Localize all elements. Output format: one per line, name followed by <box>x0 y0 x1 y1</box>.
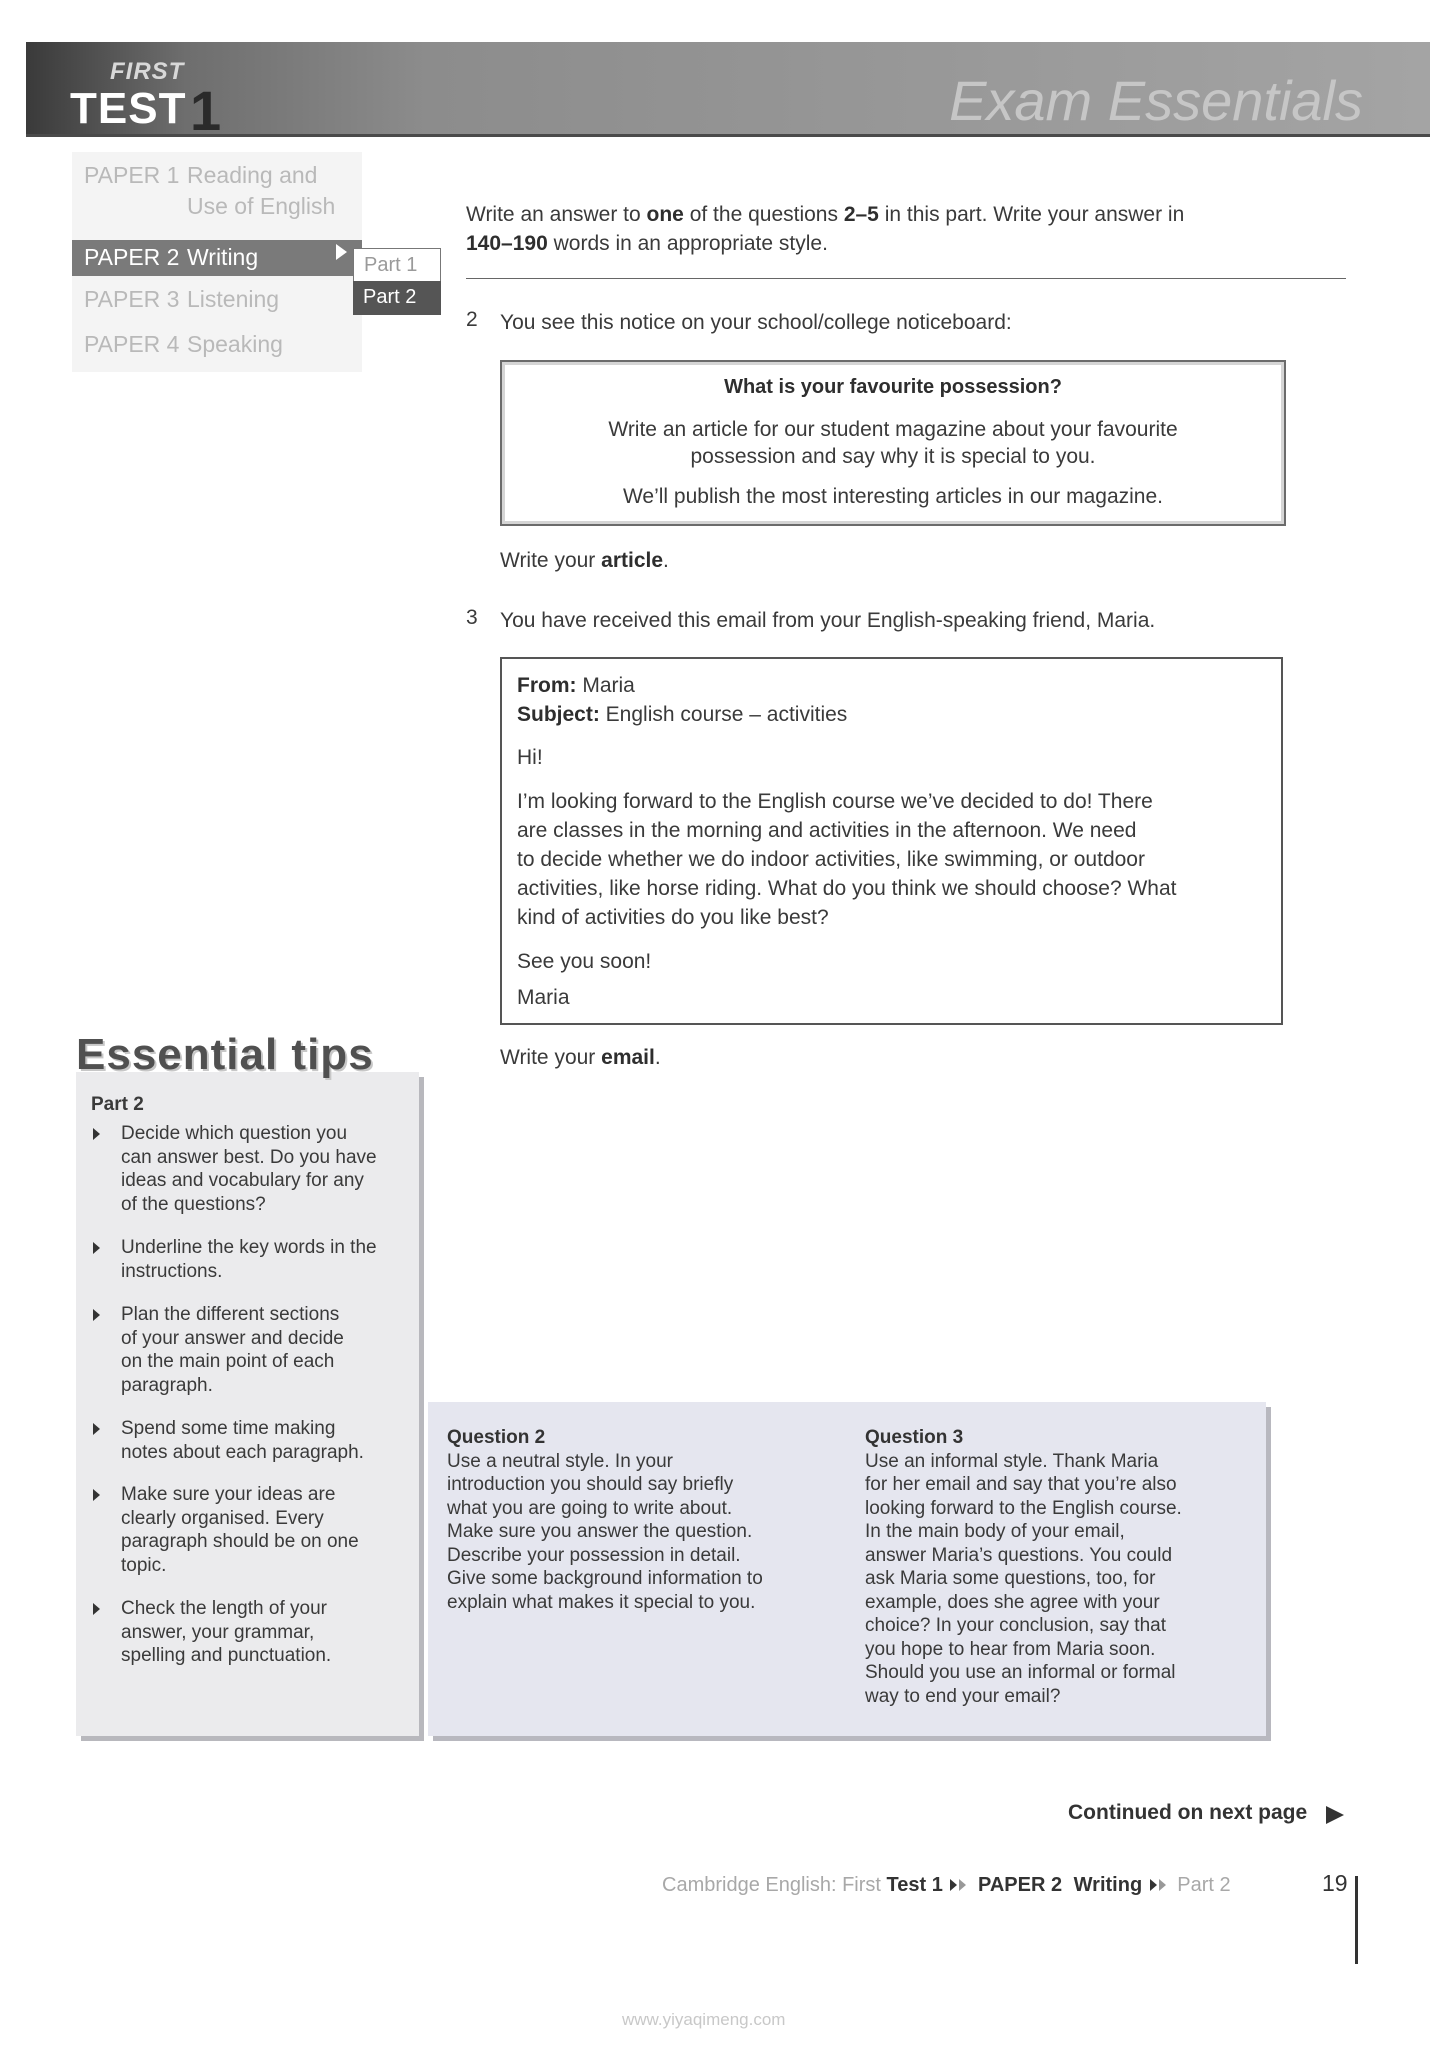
page-marker-bar <box>1355 1876 1358 1964</box>
breadcrumb-series: Cambridge English: First <box>662 1874 881 1896</box>
section-title: Exam Essentials <box>949 69 1363 132</box>
tab-part-1[interactable]: Part 1 <box>353 248 441 282</box>
menu-item-paper3[interactable] <box>72 286 362 316</box>
task-instructions: Write an answer to one of the questions 2–5 in this part. Write your answer in 140–190 words in an appropriate style. <box>466 203 1185 255</box>
email-subject: Subject: English course – activities <box>517 703 848 726</box>
email-from: From: Maria <box>517 674 635 697</box>
question-number: 3 <box>466 606 478 629</box>
email-body-line: are classes in the morning and activities in the afternoon. We need <box>517 819 1137 842</box>
question-intro: You have received this email from your English-speaking friend, Maria. <box>500 609 1156 632</box>
breadcrumb <box>662 1874 1231 1897</box>
essential-tips-title: Essential tips <box>76 1030 374 1079</box>
brand-test-number: 1 <box>190 79 222 142</box>
tip-item: Spend some time making notes about each paragraph. <box>121 1417 411 1464</box>
header-rule <box>26 134 1430 137</box>
notice-text: Write an article for our student magazine about your favourite <box>608 418 1178 441</box>
breadcrumb-test: Test 1 <box>886 1874 943 1896</box>
next-page-arrow-icon[interactable] <box>1326 1806 1344 1824</box>
bullet-arrow-icon <box>93 1603 100 1615</box>
breadcrumb-section: Writing <box>1073 1874 1143 1896</box>
breadcrumb-part: Part 2 <box>1177 1874 1231 1896</box>
tip-item: Underline the key words in the instructions. <box>121 1236 411 1283</box>
guidance-title: Question 3 <box>865 1427 964 1448</box>
chevron-right-icon <box>1150 1879 1157 1891</box>
watermark: www.yiyaqimeng.com <box>622 2010 786 2029</box>
question-number: 2 <box>466 308 478 331</box>
bullet-arrow-icon <box>93 1423 100 1435</box>
menu-arrow-icon <box>336 244 347 260</box>
menu-paper-title: Speaking <box>187 331 283 357</box>
breadcrumb-paper: PAPER 2 <box>977 1874 1063 1896</box>
tips-part-label: Part 2 <box>91 1094 144 1115</box>
email-body-line: activities, like horse riding. What do you think we should choose? What <box>517 877 1177 900</box>
bullet-arrow-icon <box>93 1309 100 1321</box>
tab-part-2[interactable]: Part 2 <box>353 281 441 315</box>
page-number: 19 <box>1322 1870 1348 1896</box>
chevron-right-icon <box>1159 1879 1166 1891</box>
notice-text: possession and say why it is special to you. <box>690 445 1096 468</box>
menu-paper-label: PAPER 3 <box>84 286 180 312</box>
brand-test: TEST <box>70 84 187 133</box>
email-body-line: to decide whether we do indoor activities, like swimming, or outdoor <box>517 848 1145 871</box>
bullet-arrow-icon <box>93 1128 100 1140</box>
bullet-arrow-icon <box>93 1242 100 1254</box>
tip-item: Make sure your ideas are clearly organised. Every paragraph should be on one topic. <box>121 1483 411 1577</box>
tip-item: Plan the different sections of your answer and decide on the main point of each paragraph. <box>121 1303 411 1397</box>
chevron-right-icon <box>959 1879 966 1891</box>
menu-paper-title-line2: Use of English <box>187 193 336 219</box>
email-signature: Maria <box>517 986 570 1009</box>
brand-first: FIRST <box>110 58 185 85</box>
notice-text: We’ll publish the most interesting articles in our magazine. <box>622 485 1164 508</box>
menu-paper-label: PAPER 2 <box>84 244 180 270</box>
continued-next-page-link[interactable]: Continued on next page <box>1068 1801 1308 1824</box>
menu-item-paper4[interactable] <box>72 331 362 361</box>
write-article-instruction: Write your article. <box>500 549 669 572</box>
tip-item: Check the length of your answer, your grammar, spelling and punctuation. <box>121 1597 411 1668</box>
bullet-arrow-icon <box>93 1489 100 1501</box>
menu-paper-title: Listening <box>187 286 280 312</box>
menu-paper-title: Reading and <box>187 162 318 188</box>
email-box <box>500 657 1283 1025</box>
email-greeting: Hi! <box>517 746 543 769</box>
notice-box <box>500 360 1286 526</box>
notice-title: What is your favourite possession? <box>724 376 1062 398</box>
menu-item-paper1[interactable] <box>72 162 362 226</box>
tip-item: Decide which question you can answer best. Do you have ideas and vocabulary for any of the questions? <box>121 1122 411 1216</box>
guidance-title: Question 2 <box>447 1427 546 1448</box>
menu-item-paper2[interactable] <box>72 240 362 276</box>
guidance-question-3: Question 3 Use an informal style. Thank Maria for her email and say that you’re also looking forward to the English course. In the main body of your email, answer Maria’s questions. You could ask Maria some questions, too, for example, does she agree with your choice? In your conclusion, say that you hope to hear from Maria soon. Should you use an informal or formal way to end your email? <box>865 1426 1255 1708</box>
question-intro: You see this notice on your school/college noticeboard: <box>500 311 1012 334</box>
write-email-instruction: Write your email. <box>500 1046 661 1069</box>
email-body-line: I’m looking forward to the English course we’ve decided to do! There <box>517 790 1153 813</box>
menu-paper-title: Writing <box>187 244 259 270</box>
guidance-question-2: Question 2 Use a neutral style. In your introduction you should say briefly what you are going to write about. Make sure you answer the question. Describe your possession in detail. Give some background information to explain what makes it special to you. <box>447 1426 827 1614</box>
menu-paper-label: PAPER 4 <box>84 331 180 357</box>
email-body-line: kind of activities do you like best? <box>517 906 829 929</box>
menu-paper-label: PAPER 1 <box>84 162 180 188</box>
divider <box>466 278 1346 279</box>
email-signoff: See you soon! <box>517 950 652 973</box>
chevron-right-icon <box>950 1879 957 1891</box>
